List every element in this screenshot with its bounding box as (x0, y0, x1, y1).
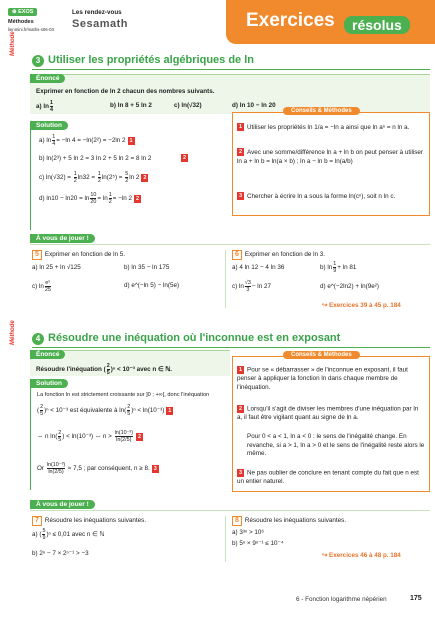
practice-divider (225, 250, 226, 308)
method4-2b: Pour 0 < a < 1, ln a < 0 : le sens de l'inégalité change. En revanche, si a > 1, ln a > 0 et le sens de l'inégalité reste alors le même. (247, 433, 425, 458)
methods-box (232, 108, 430, 216)
item-b: b) ln 8 + 5 ln 2 (110, 102, 152, 109)
ex6-c: c) ln $\frac{√3}{3}$ − ln 27 (232, 280, 271, 293)
sol4-line2: ( $\frac{2}{5}$ )ⁿ < 10⁻³ est équivalente à ln( $\frac{2}{5}$ )ⁿ < ln(10⁻³) 1 (37, 404, 172, 417)
enonce-text: Exprimer en fonction de ln 2 chacun des nombres suivants. (36, 88, 215, 95)
sol4-line1: La fonction ln est strictement croissante sur ]0 ; +∞[, donc l'inéquation (37, 392, 210, 398)
sol-b: b) ln(2³) + 5 ln 2 = 3 ln 2 + 5 ln 2 = 8 ln 2 (39, 155, 152, 162)
ex6-a: a) 4 ln 12 − 4 ln 36 (232, 264, 285, 271)
enonce-pill-4: Énoncé (30, 350, 65, 359)
ex5-a: a) ln 25 + ln √125 (32, 264, 81, 271)
methodes-label: Méthodes (8, 19, 34, 25)
ex8-b: b) 5ⁿ × 9ⁿ⁻¹ ≤ 10⁻⁴ (232, 540, 284, 547)
practice-rule-2 (30, 510, 430, 511)
exercise-6 (232, 250, 430, 310)
page-title: Exercices (246, 10, 335, 31)
enonce-text-4: Résoudre l'inéquation ( $\frac{2}{5}$ )ⁿ < 10⁻³ avec n ∈ ℕ. (36, 363, 173, 376)
rdv-label: Les rendez-vous (72, 9, 122, 16)
footer-chapter: 6 - Fonction logarithme népérien (296, 596, 387, 603)
ex6-header: 6 Exprimer en fonction de ln 3. (232, 250, 325, 260)
title-rule (32, 69, 430, 70)
tag-2: 2 (182, 155, 187, 161)
ex6-d: d) e^(−2ln2) + ln(9e²) (320, 283, 379, 290)
ex7-header: 7 Résoudre les inéquations suivantes. (32, 516, 146, 526)
methods-box-4 (232, 352, 430, 492)
section-title-4: Résoudre une inéquation où l'inconnue est en exposant (48, 332, 341, 344)
method4-2: 2 Lorsqu'il s'agit de diviser les membres d'une inéquation par ln a, il faut être vigilant quant au signe de ln a. (237, 405, 419, 422)
practice-divider-2 (225, 516, 226, 562)
title-pill: résolus (344, 16, 410, 34)
item-d: d) ln 10 − ln 20 (232, 102, 276, 109)
methods-pill-4: Conseils & Méthodes (283, 351, 360, 359)
ex7-b: b) 2ⁿ − 7 × 2ⁿ⁻¹ > −3 (32, 550, 89, 557)
method4-3: 3 Ne pas oublier de conclure en tenant compte du fait que n est un entier naturel. (237, 469, 419, 486)
method4-1: 1 Pour se « débarrasser » de l'inconnue en exposant, il faut penser à appliquer la fonction ln dans chaque membre de l'inéquation. (237, 366, 408, 391)
sol-c: c) ln(√32) = $\frac{1}{2}$ ln32 = $\frac{1}{2}$ ln(2⁵) = $\frac{5}{2}$ ln 2 2 (39, 171, 147, 184)
method-side-label-4: Méthode (10, 320, 16, 345)
header-left (8, 8, 128, 36)
method-side-label: Méthode (10, 31, 16, 56)
ex5-c: c) ln $\frac{\text{e⁵}}{25}$ (32, 280, 51, 293)
tag-2b: 2 (143, 174, 147, 181)
lienmini-link[interactable]: lienmini.fr/maths-s06-03 (8, 27, 54, 32)
sol-a: a) ln $\frac{1}{4}$ = −ln 4 = −ln(2²) = −2ln 2 1 (39, 134, 133, 147)
title-rule-4 (32, 347, 430, 348)
sol4-line3: ⇔ n ln( $\frac{2}{5}$ ) < ln(10⁻³) ⇔ n > $\frac{\text{ln(10⁻³)}}{\ln(2/5)}$ 2 (37, 430, 142, 443)
tag4-3: 3 (153, 465, 157, 472)
title-banner (226, 0, 435, 44)
item-a: a) ln $\frac{1}{4}$ (36, 100, 53, 113)
enonce-box (30, 74, 430, 114)
section-title: Utiliser les propriétés algébriques de ln (48, 54, 255, 66)
sesamath-logo: Sesamath (72, 18, 128, 30)
practice-rule (30, 244, 430, 245)
exercises-link-1[interactable]: ↪ Exercices 39 à 45 p. 184 (322, 302, 401, 309)
method-number: 3 (32, 55, 44, 67)
ex8-header: 8 Résoudre les inéquations suivantes. (232, 516, 346, 526)
tag4-1: 1 (168, 407, 172, 414)
tag-2c: 2 (135, 195, 140, 202)
page-number: 175 (410, 595, 422, 602)
sol4-line4: Or $\frac{\text{ln(10⁻³)}}{\ln(2/5)}$ ≈ 7,5 ; par conséquent, n ≥ 8. 3 (37, 462, 157, 475)
ex7-a: a) ( $\frac{5}{9}$ )ⁿ ≤ 0,01 avec n ∈ ℕ (32, 528, 105, 541)
ex5-header: 5 Exprimer en fonction de ln 5. (32, 250, 125, 260)
method-2: 2 Avec une somme/différence ln a + ln b on peut penser à utiliser ln a + ln b = ln(a × b) ; ln a − ln b = ln(a/b) (237, 149, 424, 165)
exos-icon: ⊕ (12, 9, 19, 15)
solution-block (30, 130, 230, 230)
exercise-7 (32, 516, 222, 564)
method-1: 1 Utiliser les propriétés ln 1/a = −ln a ainsi que ln aⁿ = n ln a. (238, 124, 410, 131)
solution-pill: Solution (30, 121, 68, 130)
enonce-box-4 (30, 350, 230, 376)
method-number-4: 4 (32, 333, 44, 345)
exercise-5 (32, 250, 222, 310)
enonce-pill: Énoncé (30, 74, 65, 83)
practice-pill: À vous de jouer ! (30, 234, 95, 243)
ex5-d: d) e^(−ln 5) − ln(5e) (124, 282, 180, 289)
item-c: c) ln(√32) (174, 102, 202, 109)
ex6-b: b) ln $\frac{1}{9}$ + ln 81 (320, 261, 357, 274)
ex8-a: a) 3³ⁿ > 10⁶ (232, 529, 265, 536)
method-3: 3 Chercher à écrire ln a sous la forme ln(cⁿ), soit n ln c. (238, 193, 396, 200)
solution-pill-4: Solution (30, 379, 68, 388)
tag-1: 1 (129, 137, 133, 144)
tag4-2: 2 (137, 433, 142, 440)
practice-pill-2: À vous de jouer ! (30, 500, 95, 509)
ex5-b: b) ln 35 − ln 175 (124, 264, 170, 271)
solution-block-4 (30, 388, 230, 490)
methods-pill: Conseils & Méthodes (283, 107, 360, 115)
sol-d: d) ln10 − ln20 = ln $\frac{10}{20}$ = ln $\frac{1}{2}$ = −ln 2 2 (39, 192, 140, 205)
exos-badge: ⊕ EXOS (8, 8, 37, 16)
exercises-link-2[interactable]: ↪ Exercices 46 à 48 p. 184 (322, 552, 401, 559)
